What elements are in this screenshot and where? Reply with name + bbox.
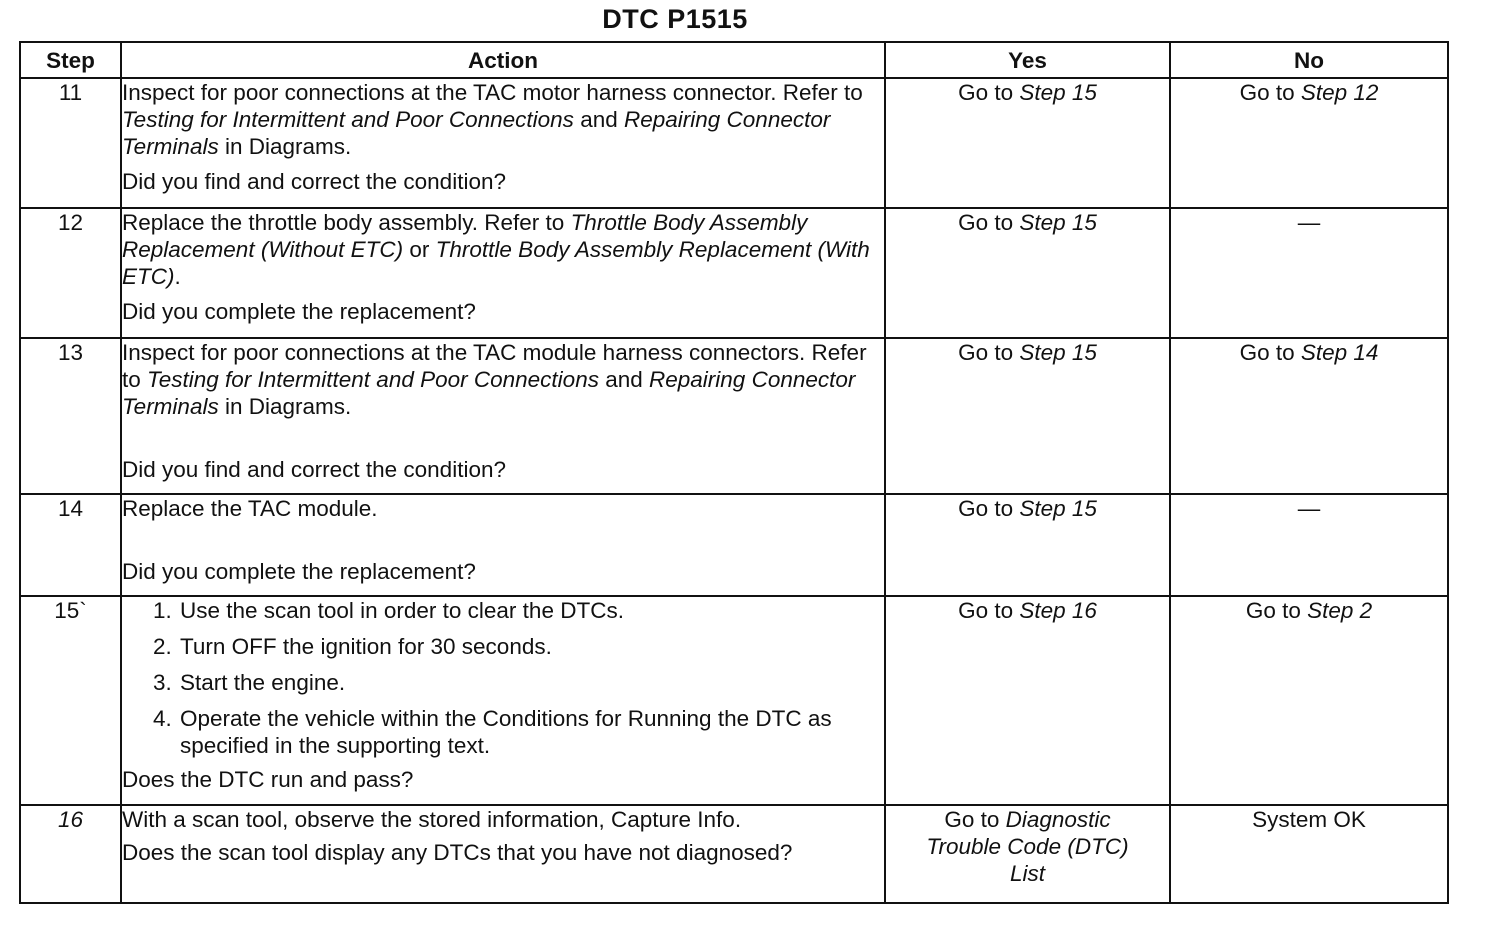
document-reference: Testing for Intermittent and Poor Connections: [122, 107, 574, 132]
step-number: 13: [20, 338, 121, 494]
document-reference: Repairing Connector Terminals: [122, 107, 831, 159]
step-link[interactable]: Step 2: [1307, 598, 1373, 623]
step-link[interactable]: Step 12: [1300, 80, 1379, 105]
table-row: [20, 208, 1448, 338]
table-row: [20, 78, 1448, 208]
action-question: Did you complete the replacement?: [122, 559, 476, 584]
document-reference: Throttle Body Assembly Replacement (Without ETC): [122, 210, 808, 262]
list-item: 3. Start the engine.: [178, 669, 884, 696]
page-title: DTC P1515: [602, 4, 748, 34]
action-question: Did you find and correct the condition?: [122, 169, 506, 194]
action-cell: [121, 494, 885, 596]
action-text: Inspect for poor connections at the TAC motor harness connector. Refer to Testing for Intermittent and Poor Connections and Repairing Connector Terminals in Diagrams.: [122, 80, 863, 159]
step-number: 14: [20, 494, 121, 596]
no-result: Go to Step 12: [1170, 78, 1448, 208]
action-question: Does the DTC run and pass?: [122, 767, 414, 792]
action-text: Replace the TAC module.: [122, 496, 378, 521]
diagnostic-table: [19, 41, 1449, 904]
yes-result: Go to Step 15: [885, 78, 1170, 208]
no-result: Go to Step 14: [1170, 338, 1448, 494]
action-text: Replace the throttle body assembly. Refer to Throttle Body Assembly Replacement (Without ETC) or Throttle Body Assembly Replacement (With ETC).: [122, 210, 870, 289]
yes-result: Go to Step 16: [885, 596, 1170, 805]
action-column-header: Action: [121, 42, 885, 78]
action-question: Did you find and correct the condition?: [122, 457, 506, 482]
action-text: Inspect for poor connections at the TAC module harness connectors. Refer to Testing for Intermittent and Poor Connections and Repairing Connector Terminals in Diagrams.: [122, 340, 867, 419]
table-row: [20, 494, 1448, 596]
document-reference: Repairing Connector Terminals: [122, 367, 856, 419]
list-item: 1. Use the scan tool in order to clear the DTCs.: [178, 597, 884, 624]
step-number: 12: [20, 208, 121, 338]
no-result-dash: —: [1170, 208, 1448, 338]
action-cell: [121, 78, 885, 208]
action-question: Did you complete the replacement?: [122, 299, 476, 324]
step-number: 16: [20, 805, 121, 903]
yes-result: Go to Step 15: [885, 338, 1170, 494]
table-row: [20, 596, 1448, 805]
list-item: 4. Operate the vehicle within the Conditions for Running the DTC as specified in the supporting text.: [178, 705, 884, 759]
action-cell: [121, 338, 885, 494]
action-cell: [121, 805, 885, 903]
list-item: 2. Turn OFF the ignition for 30 seconds.: [178, 633, 884, 660]
no-result-dash: —: [1170, 494, 1448, 596]
action-cell: [121, 208, 885, 338]
action-text: With a scan tool, observe the stored information, Capture Info.: [122, 807, 742, 832]
step-link[interactable]: Step 15: [1019, 340, 1097, 365]
step-link[interactable]: Step 15: [1019, 210, 1097, 235]
yes-result: Go to Step 15: [885, 494, 1170, 596]
document-reference: Throttle Body Assembly Replacement (With ETC): [122, 237, 870, 289]
step-link[interactable]: Step 16: [1019, 598, 1097, 623]
step-link[interactable]: Step 14: [1300, 340, 1379, 365]
document-reference: Testing for Intermittent and Poor Connections: [147, 367, 599, 392]
dtc-list-link[interactable]: Diagnostic Trouble Code (DTC) List: [926, 807, 1129, 886]
no-result: Go to Step 2: [1170, 596, 1448, 805]
action-question: Does the scan tool display any DTCs that you have not diagnosed?: [122, 840, 793, 865]
step-link[interactable]: Step 15: [1019, 496, 1097, 521]
step-link[interactable]: Step 15: [1019, 80, 1097, 105]
action-step-list: [122, 597, 884, 759]
step-number: 11: [20, 78, 121, 208]
yes-result: Go to Diagnostic Trouble Code (DTC) List: [885, 805, 1170, 903]
table-row: [20, 338, 1448, 494]
yes-column-header: Yes: [885, 42, 1170, 78]
table-row: [20, 805, 1448, 903]
no-column-header: No: [1170, 42, 1448, 78]
table-header-row: [20, 42, 1448, 78]
action-cell: [121, 596, 885, 805]
yes-result: Go to Step 15: [885, 208, 1170, 338]
no-result: System OK: [1170, 805, 1448, 903]
step-column-header: Step: [20, 42, 121, 78]
step-number: 15`: [20, 596, 121, 805]
